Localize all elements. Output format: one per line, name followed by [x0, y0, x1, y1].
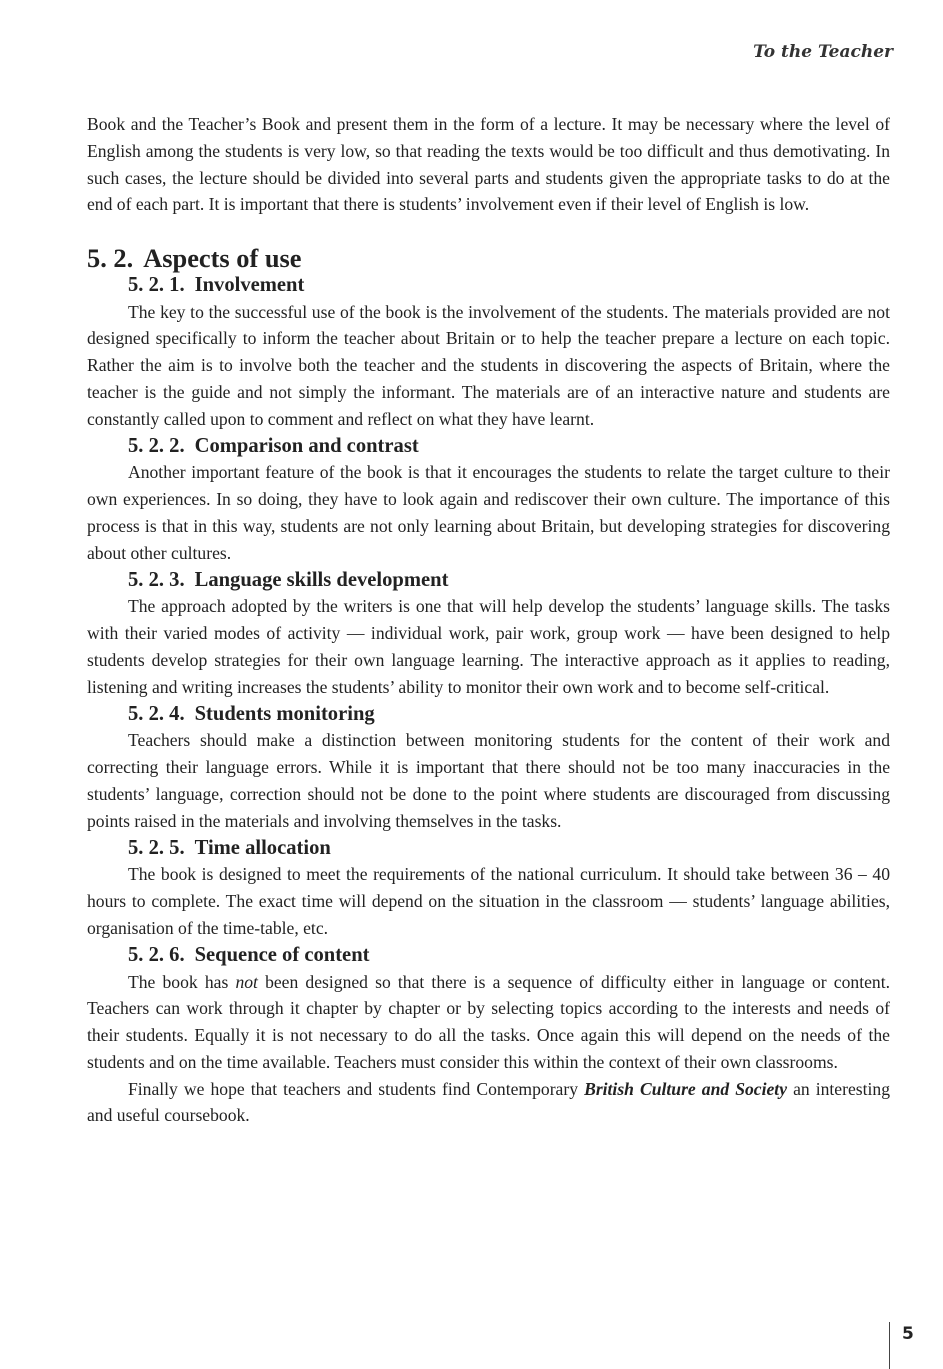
- sequence-text-after: been designed so that there is a sequence of difficulty either in language or content. Teachers can work through it chapter by chapter or by selecting topics according to the interests and needs of their students. Equally it is not necessary to do all the tasks. Once again this will depend on the needs of the students and on the time available. Teachers must consider this within the context of their own classrooms.: [87, 971, 890, 1072]
- section-number: 5. 2.: [87, 242, 134, 273]
- subsection-heading: [87, 942, 890, 969]
- subsection-title: Involvement: [194, 273, 305, 296]
- involvement-paragraph: The key to the successful use of the book is the involvement of the students. The materials provided are not designed specifically to inform the teacher about Britain or to help the teacher prepare a lecture on each topic. Rather the aim is to involve both the teacher and the students in discovering the aspects of Britain, where the teacher is the guide and not simply the informant. The materials are of an interactive nature and students are constantly called upon to comment and reflect on what they have learnt.: [87, 301, 890, 429]
- language-skills-paragraph: The approach adopted by the writers is one that will help develop the students’ language skills. The tasks with their varied modes of activity — individual work, pair work, group work — have been designed to help students develop strategies for their own language learning. The interactive approach as it applies to reading, listening and writing increases the students’ ability to monitor their own work and to become self-critical.: [87, 596, 890, 697]
- subsection-heading: [87, 272, 890, 299]
- subsection-number: 5. 2. 3.: [128, 568, 185, 591]
- book-title: British Culture and Society: [584, 1078, 788, 1099]
- section-heading: [87, 242, 890, 273]
- sequence-text-before: The book has: [128, 971, 236, 992]
- subsection-number: 5. 2. 6.: [128, 943, 185, 966]
- subsection-title: Comparison and contrast: [194, 434, 419, 457]
- subsection-number: 5. 2. 2.: [128, 434, 185, 457]
- subsection-title: Language skills development: [194, 568, 449, 591]
- sequence-emphasis: not: [235, 971, 258, 992]
- subsection-heading: [87, 701, 890, 728]
- sequence-paragraph: [87, 969, 890, 1076]
- subsection-title: Time allocation: [194, 836, 331, 859]
- subsection-title: Sequence of content: [194, 943, 370, 966]
- closing-text-after: an interesting and useful coursebook.: [87, 1078, 890, 1126]
- page-body: [87, 111, 890, 1129]
- intro-paragraph: Book and the Teacher’s Book and present them in the form of a lecture. It may be necessary where the level of English among the students is very low, so that reading the texts would be too difficult and thus demotivating. In such cases, the lecture should be divided into several parts and students given the appropriate tasks to do at the end of each part. It is important that there is students’ involvement even if their level of English is low.: [87, 114, 890, 215]
- subsection-number: 5. 2. 1.: [128, 273, 185, 296]
- time-allocation-paragraph: The book is designed to meet the requirements of the national curriculum. It should take between 36 – 40 hours to complete. The exact time will depend on the situation in the classroom — students’ language abilities, organisation of the time-table, etc.: [87, 864, 890, 938]
- page-number-divider: [889, 1322, 890, 1369]
- running-head: To the Teacher: [753, 42, 893, 62]
- closing-text-before: Finally we hope that teachers and students find Contemporary: [128, 1078, 585, 1099]
- subsection-number: 5. 2. 5.: [128, 836, 185, 859]
- subsections: [87, 272, 890, 1130]
- monitoring-paragraph: Teachers should make a distinction between monitoring students for the content of their work and correcting their language errors. While it is important that there should not be too many inaccuracies in the students’ language, correction should not be done to the point where students are discouraged from discussing points raised in the materials and involving themselves in the tasks.: [87, 730, 890, 831]
- subsection-heading: [87, 835, 890, 862]
- subsection-number: 5. 2. 4.: [128, 702, 185, 725]
- comparison-paragraph: Another important feature of the book is that it encourages the students to relate the target culture to their own experiences. In so doing, they have to look again and rediscover their own culture. The importance of this process is that in this way, students are not only learning about Britain, but developing strategies for discovering about other cultures.: [87, 462, 890, 563]
- subsection-heading: [87, 567, 890, 594]
- page-number: 5: [902, 1324, 914, 1344]
- subsection-title: Students monitoring: [194, 702, 375, 725]
- section-title: Aspects of use: [143, 242, 302, 273]
- closing-paragraph: [87, 1076, 890, 1130]
- subsection-heading: [87, 433, 890, 460]
